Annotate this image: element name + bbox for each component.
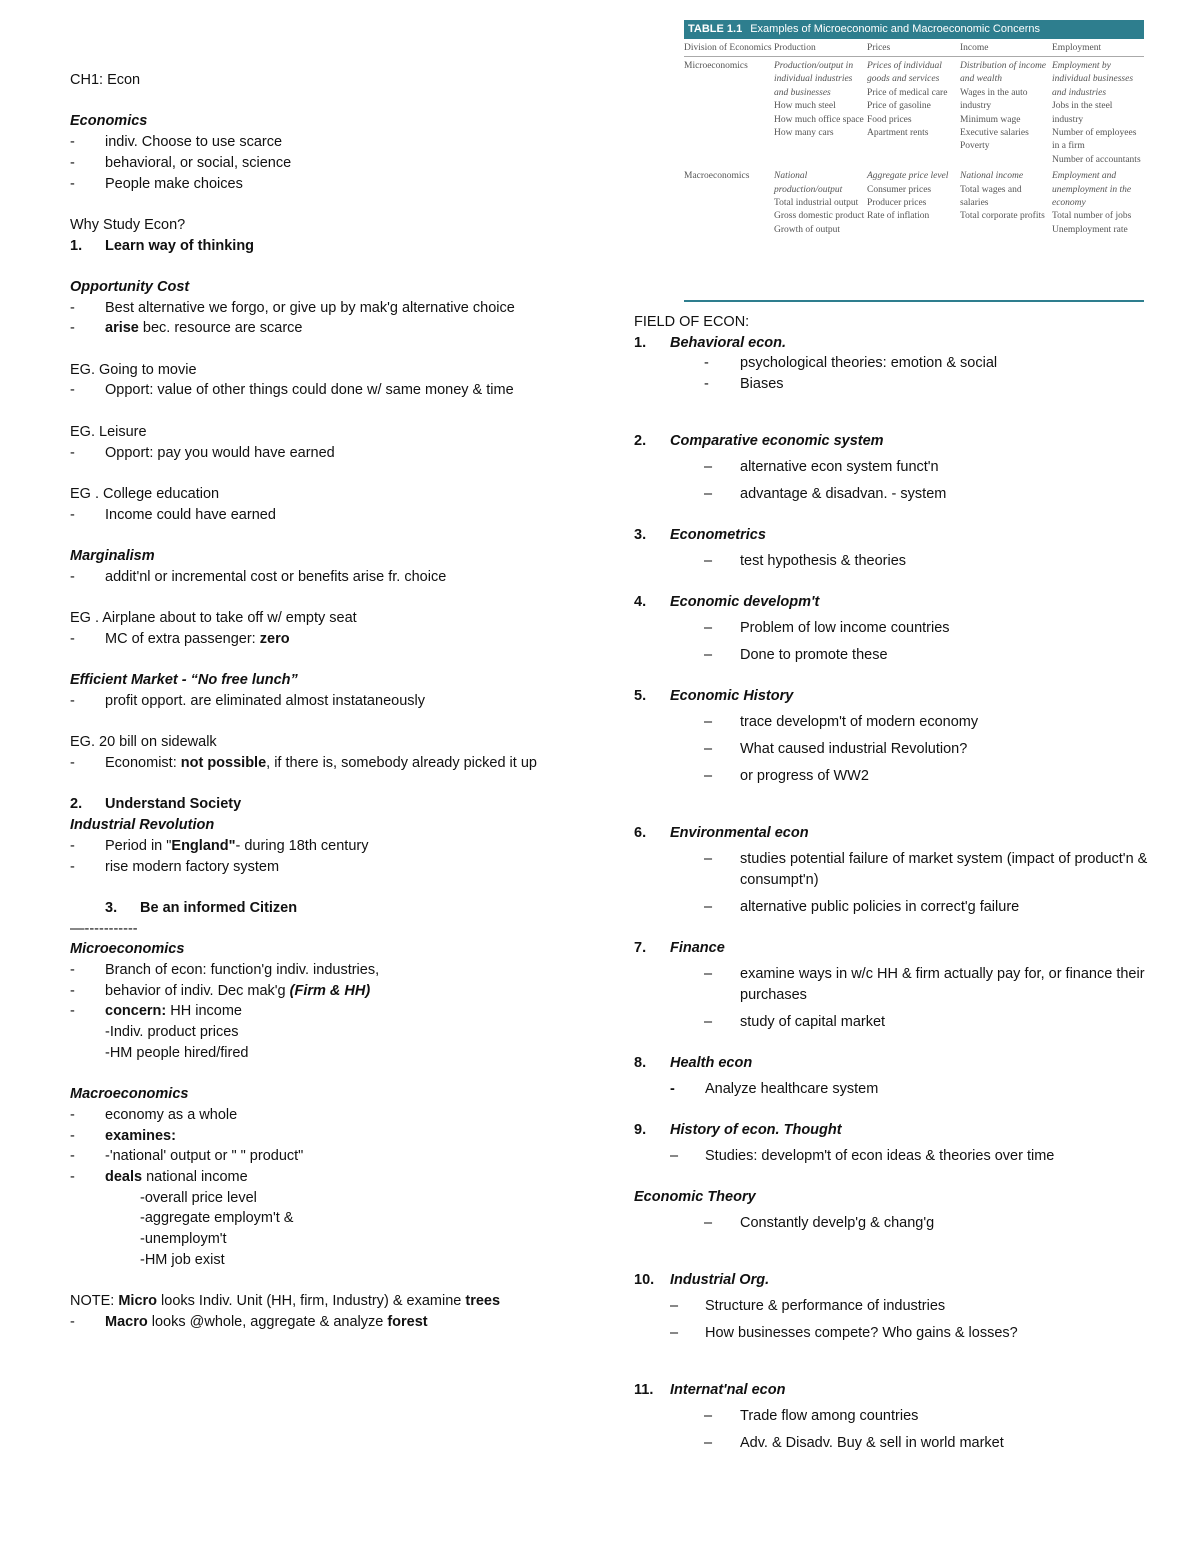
list-item [70, 691, 570, 712]
list-item-text: study of capital market [740, 1013, 886, 1030]
list-item [70, 753, 570, 774]
table-cell-line: Apartment rents [867, 128, 929, 139]
field-number: 7. [634, 939, 647, 956]
table-cell [960, 167, 1052, 237]
bullet-dash: - [70, 1169, 75, 1186]
field-number: 6. [634, 824, 647, 841]
list-item [634, 551, 1154, 572]
field-heading [634, 823, 1154, 843]
table-cell-line: Total corporate profits [960, 211, 1045, 222]
list-item [70, 1167, 570, 1188]
bullet-dash: – [704, 898, 713, 915]
list-item [634, 712, 1154, 733]
example-title: EG. 20 bill on sidewalk [70, 734, 217, 751]
list-item-text: Branch of econ: function'g indiv. industries, [105, 962, 380, 979]
table-cell-line: Price of medical care [867, 87, 948, 98]
list-item [634, 1146, 1154, 1167]
table-grid [684, 41, 1144, 237]
field-number: 4. [634, 593, 647, 610]
table-cell-line: National income [960, 171, 1024, 182]
bold-text: not possible [180, 755, 267, 772]
bullet-dash: – [704, 1214, 713, 1231]
table-cell [774, 57, 867, 167]
bullet-dash: - [70, 175, 75, 192]
list-item-text: Income could have earned [105, 506, 276, 523]
list-item-text: psychological theories: emotion & social [740, 354, 998, 371]
point-text: Understand Society [105, 796, 242, 813]
table-title-bar [684, 20, 1144, 39]
list-item [70, 1312, 570, 1333]
list-item [70, 960, 570, 981]
field-name: Industrial Org. [670, 1271, 770, 1288]
table-cell [1052, 57, 1144, 167]
text: Economist: [105, 755, 181, 772]
list-item-text [105, 981, 570, 1002]
list-item-text: Structure & performance of industries [705, 1297, 946, 1314]
continuation-line: -unemploym't [140, 1231, 227, 1248]
list-item [634, 618, 1154, 639]
field-number: 3. [634, 526, 647, 543]
text: - during 18th century [235, 837, 369, 854]
table-cell-line: Total industrial output [774, 198, 859, 209]
list-item-text: Constantly develp'g & chang'g [740, 1214, 935, 1231]
point-number: 2. [70, 796, 83, 813]
field-name: Behavioral econ. [670, 334, 787, 351]
bold-text: Micro [118, 1293, 158, 1310]
example-title: EG. Going to movie [70, 361, 197, 378]
table-cell-line: Unemployment rate [1052, 224, 1128, 235]
section-heading-opportunity-cost: Opportunity Cost [70, 278, 190, 295]
table-cell-line: National production/output [774, 171, 843, 195]
bold-text: forest [387, 1313, 428, 1330]
field-name: Economic Theory [634, 1188, 756, 1205]
table-cell-line: Producer prices [867, 198, 927, 209]
bullet-dash: - [70, 1148, 75, 1165]
bullet-dash: – [704, 458, 713, 475]
example-title: EG . Airplane about to take off w/ empty seat [70, 610, 357, 627]
bullet-dash: - [70, 1313, 75, 1330]
field-heading [634, 1380, 1154, 1400]
list-item [634, 964, 1154, 1006]
field-heading [634, 938, 1154, 958]
list-item [634, 897, 1154, 918]
bold-text: concern: [105, 1003, 167, 1020]
list-item [634, 457, 1154, 478]
list-item-text: Studies: developm't of econ ideas & theories over time [705, 1147, 1055, 1164]
bullet-dash: - [70, 1127, 75, 1144]
table-cell-line: Production/output in individual industries and businesses [774, 61, 854, 98]
bullet-dash: - [70, 154, 75, 171]
bullet-dash: - [704, 354, 709, 371]
field-number: 10. [634, 1271, 655, 1288]
fields-title: FIELD OF ECON: [634, 314, 750, 330]
list-item-text: examine ways in w/c HH & firm actually pay for, or finance their purchases [740, 965, 1145, 1003]
bullet-dash: – [704, 713, 713, 730]
field-number: 1. [634, 334, 647, 351]
text: Period in " [105, 837, 172, 854]
page-title: CH1: Econ [70, 72, 141, 88]
table-cell-line: Consumer prices [867, 184, 932, 195]
list-item [634, 1433, 1154, 1454]
list-item-text [105, 836, 570, 857]
list-item-text: studies potential failure of market system (impact of product'n & consumpt'n) [740, 850, 1148, 888]
list-item [70, 1105, 570, 1126]
table-cell-line: Total wages and salaries [960, 184, 1022, 209]
bullet-dash: - [70, 568, 75, 585]
field-number: 8. [634, 1054, 647, 1071]
text: , if there is, somebody already picked it up [266, 755, 537, 772]
list-item [70, 153, 570, 174]
bullet-dash: - [70, 444, 75, 461]
numbered-point [70, 236, 570, 257]
text: behavior of indiv. Dec mak'g [105, 982, 290, 999]
table-cell-line: Price of gasoline [867, 101, 931, 112]
field-number: 11. [634, 1381, 654, 1398]
field-name: History of econ. Thought [670, 1121, 842, 1138]
bullet-dash: – [670, 1324, 679, 1341]
field-heading [634, 1053, 1154, 1073]
field-name: Finance [670, 939, 725, 956]
table-cell-line: How much steel [774, 101, 836, 112]
list-item-text: Trade flow among countries [740, 1407, 919, 1424]
bullet-dash: - [70, 1106, 75, 1123]
list-item-text: Analyze healthcare system [705, 1080, 879, 1097]
right-column [634, 312, 1154, 1454]
list-item-text: People make choices [105, 175, 243, 192]
list-item-text: behavioral, or social, science [105, 154, 292, 171]
list-item-text: Best alternative we forgo, or give up by mak'g alternative choice [105, 299, 515, 316]
field-heading [634, 592, 1154, 612]
bullet-dash: - [70, 962, 75, 979]
list-item-text: Opport: value of other things could done w/ same money & time [105, 382, 514, 399]
list-item [70, 1146, 570, 1167]
list-item-text: How businesses compete? Who gains & losses? [705, 1324, 1018, 1341]
bullet-dash: – [704, 552, 713, 569]
numbered-point [70, 898, 570, 919]
list-item [70, 567, 570, 588]
table-cell-line: Food prices [867, 114, 912, 125]
list-item [634, 1323, 1154, 1344]
list-item-text: indiv. Choose to use scarce [105, 134, 283, 151]
list-item [634, 1296, 1154, 1317]
continuation-line: -aggregate employm't & [140, 1210, 294, 1227]
bullet-dash: - [704, 375, 709, 392]
bullet-dash: – [704, 740, 713, 757]
bullet-dash: - [70, 134, 75, 151]
table-cell [1052, 167, 1144, 237]
bullet-dash: - [70, 320, 75, 337]
field-heading [634, 1187, 1154, 1207]
table-cell [774, 167, 867, 237]
example-title: EG. Leisure [70, 423, 147, 440]
point-text: Learn way of thinking [105, 237, 255, 254]
list-item [634, 766, 1154, 787]
table-cell [867, 57, 960, 167]
list-item-text [105, 1167, 570, 1188]
table-cell-line: Prices of individual goods and services [867, 61, 942, 85]
table-cell-line: Executive salaries [960, 128, 1029, 139]
bullet-dash: – [704, 1434, 713, 1451]
bullet-dash: – [704, 767, 713, 784]
example-title: EG . College education [70, 485, 220, 502]
list-item [634, 645, 1154, 666]
list-item-text [105, 318, 570, 339]
text: HH income [166, 1003, 242, 1020]
table-1-1 [684, 20, 1144, 302]
list-item-text: economy as a whole [105, 1106, 238, 1123]
list-item-text: What caused industrial Revolution? [740, 740, 968, 757]
section-heading-microeconomics: Microeconomics [70, 941, 185, 958]
bold-text: arise [105, 320, 139, 337]
field-heading [634, 1270, 1154, 1290]
bullet-dash: – [670, 1297, 679, 1314]
list-item [70, 318, 570, 339]
section-heading-marginalism: Marginalism [70, 548, 155, 565]
point-number: 1. [70, 237, 83, 254]
bullet-dash: – [670, 1147, 679, 1164]
bullet-dash: – [704, 965, 713, 982]
list-item-text: Done to promote these [740, 646, 888, 663]
list-item [634, 353, 1154, 374]
bullet-dash: - [70, 755, 75, 772]
table-label: TABLE 1.1 [688, 23, 743, 35]
text: bec. resource are scarce [138, 320, 303, 337]
field-heading [634, 1120, 1154, 1140]
why-study-question: Why Study Econ? [70, 216, 186, 233]
list-item-text [105, 1001, 570, 1022]
table-cell-line: Employment by individual businesses and industries [1052, 61, 1134, 98]
bullet-dash: - [70, 506, 75, 523]
list-item [70, 380, 570, 401]
bullet-dash: - [70, 299, 75, 316]
field-name: Comparative economic system [670, 432, 884, 449]
bullet-dash: – [704, 619, 713, 636]
bullet-dash: – [704, 485, 713, 502]
list-item-text: -'national' output or " " product" [105, 1148, 304, 1165]
field-name: Environmental econ [670, 824, 809, 841]
continuation-line: -HM people hired/fired [105, 1044, 249, 1061]
table-cell-line: Number of accountants [1052, 154, 1141, 165]
list-item [70, 981, 570, 1002]
field-name: Economic History [670, 687, 794, 704]
list-item-text: rise modern factory system [105, 858, 280, 875]
section-heading-industrial-revolution: Industrial Revolution [70, 817, 215, 834]
table-bottom-rule [684, 300, 1144, 302]
table-cell-line: Rate of inflation [867, 211, 930, 222]
list-item-text: examines: [105, 1127, 176, 1144]
bold-text: zero [259, 630, 290, 647]
field-name: Internat'nal econ [670, 1381, 786, 1398]
list-item-text: alternative public policies in correct'g failure [740, 898, 1020, 915]
bold-italic-text: (Firm & HH) [289, 982, 371, 999]
table-cell-line: Growth of output [774, 224, 840, 235]
table-cell-line: Poverty [960, 141, 990, 152]
list-item [70, 505, 570, 526]
note-line [70, 1291, 570, 1312]
list-item [70, 132, 570, 153]
field-name: Econometrics [670, 526, 766, 543]
bullet-dash: - [70, 858, 75, 875]
bold-text: trees [465, 1293, 501, 1310]
table-cell-line: Minimum wage [960, 114, 1021, 125]
table-cell-line: Distribution of income and wealth [960, 61, 1047, 85]
numbered-point [70, 794, 570, 815]
bullet-dash: - [70, 692, 75, 709]
list-item-text: test hypothesis & theories [740, 552, 907, 569]
list-item-text: or progress of WW2 [740, 767, 869, 784]
list-item-text: alternative econ system funct'n [740, 458, 939, 475]
list-item [634, 739, 1154, 760]
continuation-line: -overall price level [140, 1189, 257, 1206]
list-item-text: Opport: pay you would have earned [105, 444, 335, 461]
bullet-dash: - [70, 982, 75, 999]
list-item [634, 484, 1154, 505]
text: NOTE: [70, 1293, 119, 1310]
bullet-dash: – [704, 1407, 713, 1424]
list-item-text: profit opport. are eliminated almost instataneously [105, 692, 425, 709]
bullet-dash: – [704, 1013, 713, 1030]
list-item [70, 1126, 570, 1147]
left-column [70, 70, 570, 1333]
table-cell-line: How many cars [774, 128, 834, 139]
list-item [70, 836, 570, 857]
bullet-dash: - [70, 630, 75, 647]
bullet-dash: - [670, 1080, 675, 1097]
list-item [634, 1213, 1154, 1234]
text: national income [142, 1169, 248, 1186]
field-heading [634, 431, 1154, 451]
field-name: Economic developm't [670, 593, 820, 610]
table-cell-line: Aggregate price level [867, 171, 949, 182]
section-heading-efficient-market: Efficient Market - “No free lunch” [70, 672, 298, 689]
continuation-line: -Indiv. product prices [105, 1024, 239, 1041]
field-heading [634, 333, 1154, 353]
list-item [634, 1012, 1154, 1033]
table-header-income: Income [960, 41, 1052, 57]
text: MC of extra passenger: [105, 630, 260, 647]
bold-text: Macro [105, 1313, 148, 1330]
list-item [70, 174, 570, 195]
table-cell-line: Employment and unemployment in the economy [1052, 171, 1132, 209]
table-cell-line: Jobs in the steel industry [1052, 101, 1113, 125]
text: looks @whole, aggregate & analyze [147, 1313, 388, 1330]
table-header-employment: Employment [1052, 41, 1144, 57]
list-item-text: Adv. & Disadv. Buy & sell in world market [740, 1434, 1004, 1451]
list-item [70, 857, 570, 878]
bullet-dash: – [704, 646, 713, 663]
list-item [70, 1001, 570, 1022]
table-cell [867, 167, 960, 237]
list-item [70, 443, 570, 464]
list-item-text: Problem of low income countries [740, 619, 950, 636]
list-item [634, 1406, 1154, 1427]
field-number: 9. [634, 1121, 647, 1138]
list-item [70, 629, 570, 650]
bullet-dash: - [70, 382, 75, 399]
table-cell-line: Wages in the auto industry [960, 87, 1028, 112]
table-header-division: Division of Economics [684, 41, 774, 57]
field-name: Health econ [670, 1054, 753, 1071]
section-heading-economics: Economics [70, 113, 148, 130]
list-item-text: advantage & disadvan. - system [740, 485, 947, 502]
field-number: 2. [634, 432, 647, 449]
list-item-text: addit'nl or incremental cost or benefits arise fr. choice [105, 568, 447, 585]
field-heading [634, 525, 1154, 545]
point-number: 3. [105, 899, 118, 916]
table-row-micro-division: Microeconomics [684, 61, 748, 71]
table-cell-line: Number of employees in a firm [1052, 128, 1137, 152]
table-cell-line: Gross domestic product [774, 211, 865, 222]
list-item [634, 374, 1154, 395]
divider-rule: —----------- [70, 920, 138, 937]
section-heading-macroeconomics: Macroeconomics [70, 1086, 189, 1103]
field-heading [634, 686, 1154, 706]
bullet-dash: - [70, 1003, 75, 1020]
list-item-text [105, 1312, 570, 1333]
continuation-line: -HM job exist [140, 1251, 225, 1268]
table-header-production: Production [774, 41, 867, 57]
list-item-text: Biases [740, 375, 784, 392]
list-item-text [105, 753, 570, 774]
table-title: Examples of Microeconomic and Macroeconomic Concerns [750, 23, 1040, 35]
list-item-text [105, 629, 570, 650]
list-item [634, 1079, 1154, 1100]
table-cell-line: How much office space [774, 114, 864, 125]
list-item-text: trace developm't of modern economy [740, 713, 979, 730]
bold-text: deals [105, 1169, 143, 1186]
list-item [634, 849, 1154, 891]
table-cell [960, 57, 1052, 167]
field-number: 5. [634, 687, 647, 704]
bullet-dash: – [704, 850, 713, 867]
list-item [70, 298, 570, 319]
text: looks Indiv. Unit (HH, firm, Industry) & examine [157, 1293, 466, 1310]
point-text: Be an informed Citizen [140, 899, 298, 916]
table-row-macro-division: Macroeconomics [684, 171, 750, 182]
table-header-prices: Prices [867, 41, 960, 57]
bullet-dash: - [70, 837, 75, 854]
table-cell-line: Total number of jobs [1052, 211, 1132, 222]
bold-text: England" [171, 837, 236, 854]
